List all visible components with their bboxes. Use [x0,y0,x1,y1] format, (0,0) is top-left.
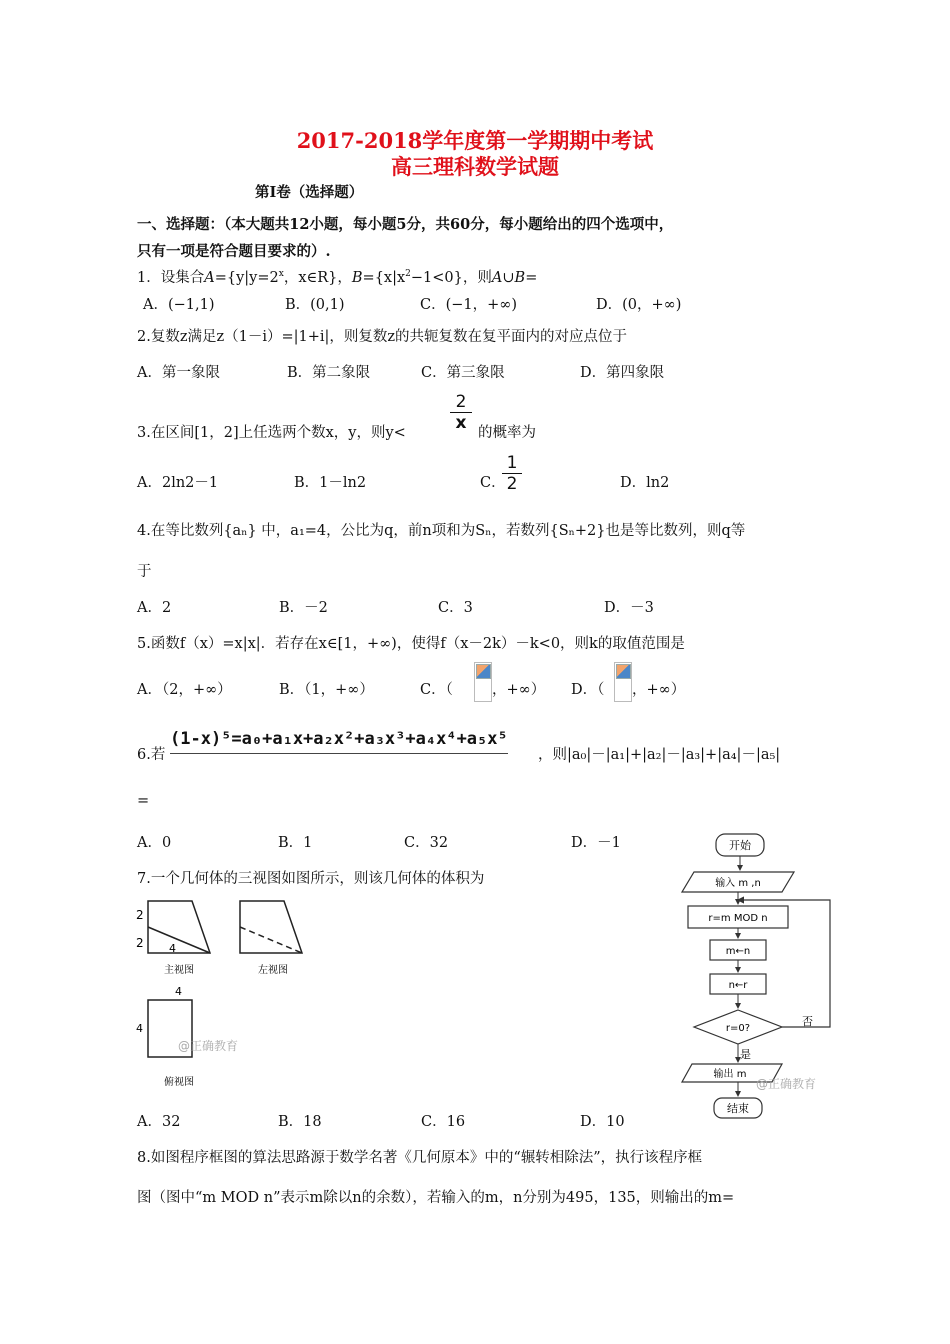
q3-stem-tail: 的概率为 [478,425,536,441]
q7-option-b: B．18 [278,1114,322,1130]
exam-subtitle: 高三理科数学试题 [391,154,559,179]
input-text: 输入 m ,n [715,878,761,889]
q1-option-c: C．(−1，+∞) [420,297,518,313]
q5-stem: 5.函数f（x）=x|x|．若存在x∈[1，+∞)，使得f（x－2k）－k<0，则k的取值范围是 [137,636,685,652]
q1-option-b: B．(0,1) [285,297,345,313]
q5-option-c: C．（ [420,682,453,698]
top-view-label: 俯视图 [164,1077,194,1088]
q2-stem: 2.复数z满足z（1－i）=|1+i|，则复数z的共轭复数在复平面内的对应点位于 [137,329,628,345]
no-label: 否 [802,1015,813,1028]
broken-image-icon [474,662,492,702]
q6-option-d: D．－1 [571,835,621,851]
q7-stem: 7.一个几何体的三视图如图所示，则该几何体的体积为 [137,871,485,887]
q4-stem: 4.在等比数列{aₙ} 中，a₁=4，公比为q，前n项和为Sₙ，若数列{Sₙ+2}也是等比数列，则q等 [137,523,746,539]
yes-label: 是 [740,1048,751,1061]
dim-2-bottom: 2 [136,936,144,950]
assign-n-text: n←r [728,980,748,991]
q5-option-b: B．（1，+∞） [279,682,374,698]
end-text: 结束 [727,1102,749,1115]
dim-4-front: 4 [169,942,176,955]
decision-text: r=0? [725,1023,751,1034]
q6-option-b: B．1 [278,835,313,851]
three-view-figure [130,895,320,1095]
q6-option-a: A．0 [137,835,172,851]
q4-stem-cont: 于 [137,564,152,580]
q6-equals: = [137,793,150,809]
side-view-label: 左视图 [258,965,288,976]
volume-label: 第Ⅰ卷（选择题） [255,184,364,201]
output-text: 输出 m [713,1069,747,1080]
start-text: 开始 [729,839,751,852]
flowchart [678,830,848,1130]
q6-stem: 6.若 [137,747,166,763]
q4-option-c: C．3 [438,600,473,616]
q4-option-d: D．－3 [604,600,654,616]
front-view-label: 主视图 [164,965,194,976]
exam-title: 2017-2018学年度第一学期期中考试 [296,128,654,153]
q1-option-a: A．(−1,1) [143,297,215,313]
q3-option-b: B．1－ln2 [294,475,367,491]
q3-option-c: C． [480,475,506,491]
q5-option-c-tail: ，+∞） [492,682,546,698]
q2-option-a: A．第一象限 [137,365,220,381]
assign-m-text: m←n [725,946,751,957]
dim-4-left: 4 [136,1022,143,1035]
broken-image-icon [614,662,632,702]
q6-option-c: C．32 [404,835,449,851]
q1-option-d: D．(0，+∞) [596,297,682,313]
q3-option-a: A．2ln2－1 [137,475,219,491]
dim-4-top: 4 [175,985,182,998]
q5-option-d-tail: ，+∞） [632,682,686,698]
q1-stem: 1．设集合$A=\{y|y=2^x$，x∈R}，$B=\{x|x^2-1<0\}$，则A∪B= [137,269,538,286]
side-view [240,901,302,953]
watermark: @正确教育 [756,1077,817,1091]
q5-option-d: D．（ [571,682,605,698]
q2-option-b: B．第二象限 [287,365,371,381]
q2-option-c: C．第三象限 [421,365,505,381]
q7-option-c: C．16 [421,1114,466,1130]
mod-step-text: r=m MOD n [708,913,768,924]
front-view [148,901,210,953]
dim-2-top: 2 [136,908,144,922]
q5-option-a: A．（2，+∞） [137,682,232,698]
q4-option-b: B．－2 [279,600,328,616]
q4-option-a: A．2 [137,600,172,616]
q8-stem: 8.如图程序框图的算法思路源于数学名著《几何原本》中的“辗转相除法”，执行该程序框 [137,1150,703,1166]
q7-option-a: A．32 [137,1114,181,1130]
q3-stem: 3.在区间[1，2]上任选两个数x，y，则y< [137,425,406,441]
q3-option-c-fraction: 1 2 [502,454,522,493]
q7-option-d: D．10 [580,1114,625,1130]
section-instructions-cont: 只有一项是符合题目要求的）. [137,243,331,260]
q3-fraction: 2 x [450,393,472,432]
watermark: @正确教育 [178,1039,239,1053]
section-instructions: 一、选择题：（本大题共12小题，每小题5分，共60分，每小题给出的四个选项中， [137,216,674,233]
q2-option-d: D．第四象限 [580,365,665,381]
q3-option-d: D．ln2 [620,475,670,491]
q6-equation: (1-x)⁵=a₀+a₁x+a₂x²+a₃x³+a₄x⁴+a₅x⁵ [170,729,508,754]
q6-stem-tail: ，则|a₀|－|a₁|+|a₂|－|a₃|+|a₄|－|a₅| [538,747,781,763]
q8-stem-cont: 图（图中“m MOD n”表示m除以n的余数），若输入的m，n分别为495，135，则输出的m= [137,1190,735,1206]
